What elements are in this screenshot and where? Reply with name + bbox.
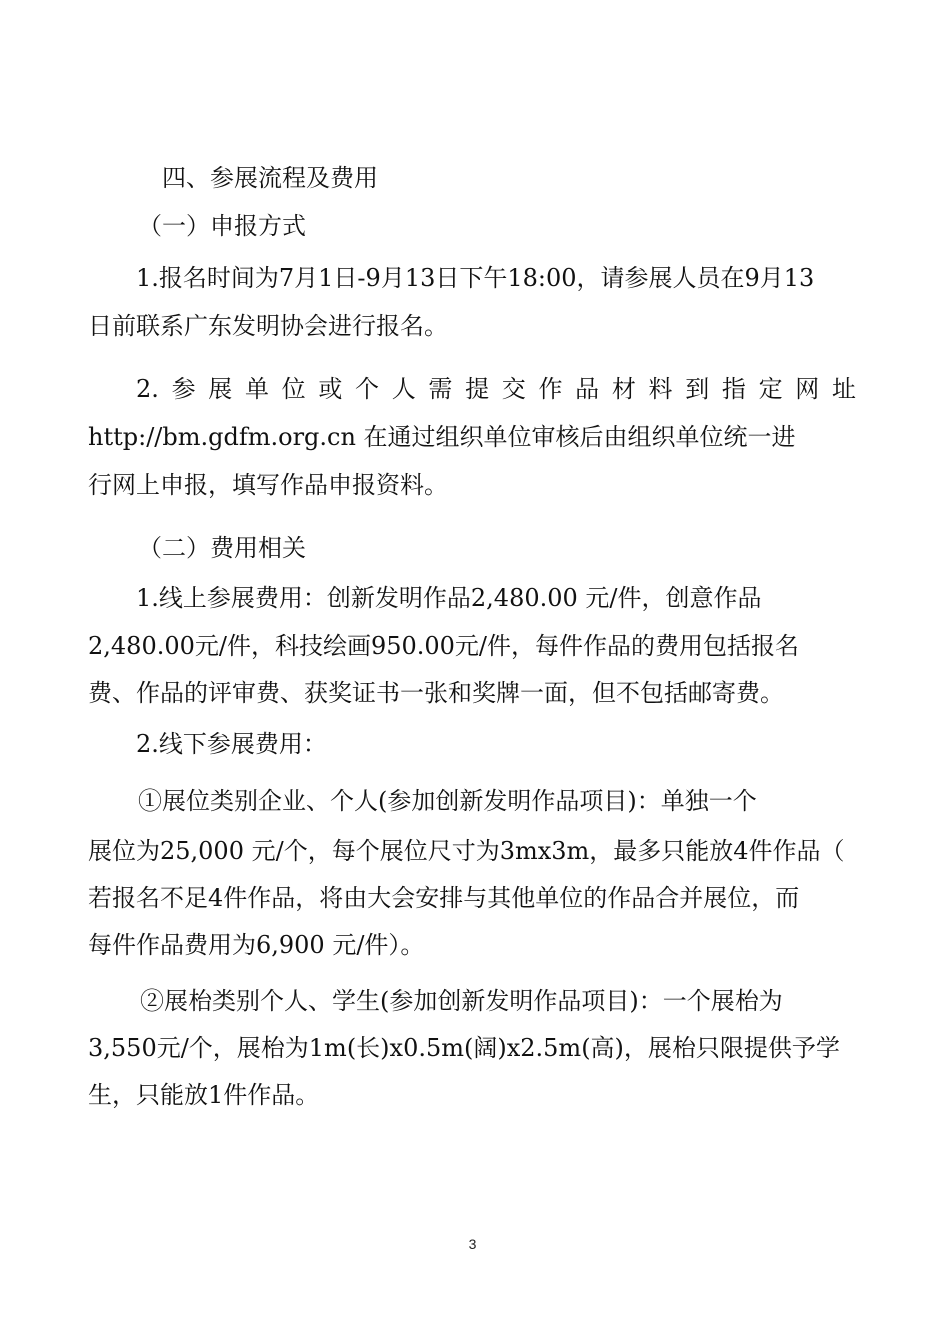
subsection-heading-fees: （二）费用相关: [138, 534, 306, 562]
registration-time-line-1: 1.报名时间为7月1日-9月13日下午18:00，请参展人员在9月13: [136, 264, 815, 292]
table-line-1: ②展枱类别个人、学生(参加创新发明作品项目)：一个展枱为: [140, 987, 783, 1015]
registration-time-line-2: 日前联系广东发明协会进行报名。: [88, 312, 448, 340]
page-number: 3: [468, 1236, 477, 1252]
submission-char: 人: [391, 375, 416, 403]
submission-char: 指: [721, 375, 746, 403]
submission-char: 单: [244, 375, 269, 403]
booth-line-1: ①展位类别企业、个人(参加创新发明作品项目)：单独一个: [138, 787, 757, 815]
table-line-2: 3,550元/个，展枱为1m(长)x0.5m(阔)x2.5m(高)，展枱只限提供予学: [88, 1034, 840, 1062]
submission-char: 需: [428, 375, 453, 403]
submission-char: 址: [831, 375, 856, 403]
submission-char: 料: [648, 375, 673, 403]
subsection-heading-application: （一）申报方式: [138, 212, 306, 240]
booth-line-4: 每件作品费用为6,900 元/件）。: [88, 931, 425, 959]
submission-char: 材: [611, 375, 636, 403]
submission-char: 品: [575, 375, 600, 403]
submission-char: 展: [208, 375, 233, 403]
submission-char: 定: [758, 375, 783, 403]
submission-line-3: 行网上申报，填写作品申报资料。: [88, 471, 448, 499]
section-heading: 四、参展流程及费用: [162, 164, 378, 192]
online-fee-line-3: 费、作品的评审费、获奖证书一张和奖牌一面，但不包括邮寄费。: [88, 679, 784, 707]
submission-line-2: http://bm.gdfm.org.cn 在通过组织单位审核后由组织单位统一进: [88, 423, 796, 451]
table-line-3: 生，只能放1件作品。: [88, 1081, 320, 1109]
submission-char: 位: [281, 375, 306, 403]
submission-line-1: [136, 373, 856, 405]
submission-char: 2.: [136, 375, 159, 403]
online-fee-line-1: 1.线上参展费用：创新发明作品2,480.00 元/件，创意作品: [136, 584, 762, 612]
submission-char: 网: [795, 375, 820, 403]
online-fee-line-2: 2,480.00元/件，科技绘画950.00元/件，每件作品的费用包括报名: [88, 632, 800, 660]
offline-fee-title: 2.线下参展费用：: [136, 730, 327, 758]
submission-char: 提: [465, 375, 490, 403]
booth-line-2: 展位为25,000 元/个，每个展位尺寸为3mx3m，最多只能放4件作品（: [88, 837, 845, 865]
submission-char: 作: [538, 375, 563, 403]
booth-line-3: 若报名不足4件作品，将由大会安排与其他单位的作品合并展位，而: [88, 884, 800, 912]
submission-char: 个: [355, 375, 380, 403]
submission-char: 交: [501, 375, 526, 403]
submission-char: 参: [171, 375, 196, 403]
submission-char: 到: [685, 375, 710, 403]
submission-char: 或: [318, 375, 343, 403]
